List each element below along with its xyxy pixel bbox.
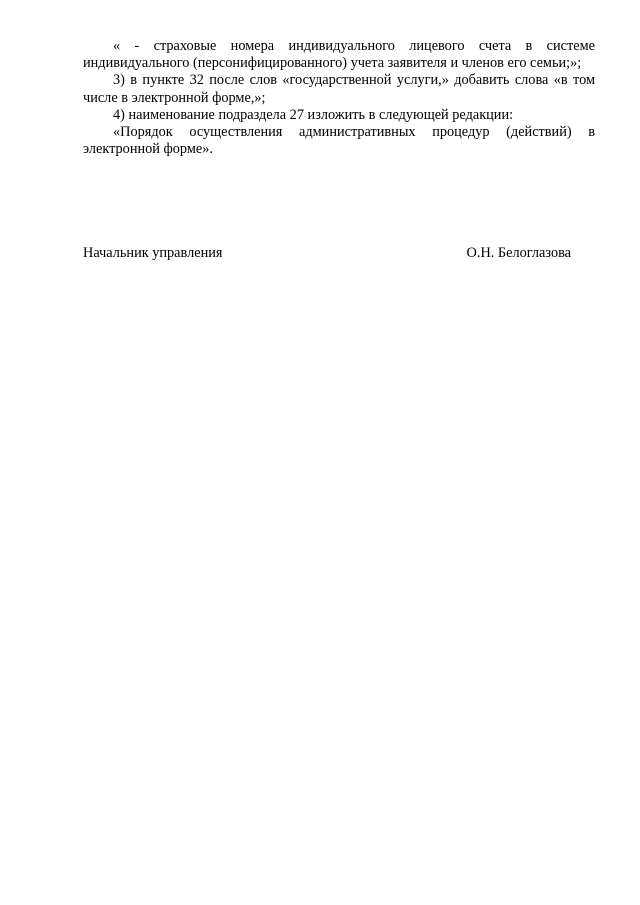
- paragraph-item-3: 3) в пункте 32 после слов «государственной услуги,» добавить слова «в том числе в электронной форме,»;: [83, 72, 595, 106]
- document-body: [83, 38, 595, 158]
- signature-block: [83, 245, 571, 262]
- paragraph-item-4: 4) наименование подраздела 27 изложить в следующей редакции:: [113, 106, 514, 123]
- paragraph-subsection-title: «Порядок осуществления административных процедур (действий) в электронной форме».: [83, 124, 595, 158]
- signatory-name: О.Н. Белоглазова: [466, 245, 571, 261]
- paragraph-insurance-numbers: « - страховые номера индивидуального лицевого счета в системе индивидуального (персонифицированного) учета заявителя и членов его семьи;»;: [83, 38, 595, 72]
- signatory-position: Начальник управления: [83, 245, 223, 261]
